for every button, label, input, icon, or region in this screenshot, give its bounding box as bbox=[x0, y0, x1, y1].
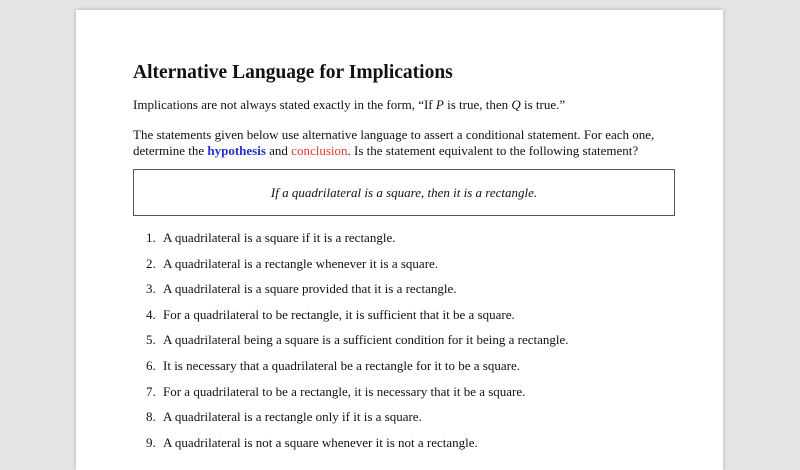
item-text: It is necessary that a quadrilateral be a rectangle for it to be a square. bbox=[163, 357, 520, 373]
item-text: A quadrilateral is a rectangle whenever it is a square. bbox=[163, 255, 439, 271]
item-number: 6. bbox=[146, 357, 156, 373]
item-text: A quadrilateral is a rectangle only if it is a square. bbox=[163, 409, 422, 425]
list-item bbox=[146, 404, 569, 430]
instructions-and: and bbox=[265, 143, 292, 158]
list-item bbox=[146, 327, 569, 353]
instructions-part1: The statements given below use alternative language to assert a conditional statement. For each one, determine the bbox=[133, 127, 655, 158]
statement-list bbox=[146, 225, 569, 455]
item-number: 2. bbox=[146, 255, 156, 271]
list-item bbox=[146, 225, 569, 251]
intro-before-p: Implications are not always stated exactly in the form, “If bbox=[133, 97, 436, 112]
item-number: 3. bbox=[146, 281, 156, 297]
math-p: P bbox=[435, 97, 444, 112]
item-text: A quadrilateral is a square if it is a rectangle. bbox=[163, 230, 396, 245]
item-number: 7. bbox=[146, 383, 156, 399]
item-number: 4. bbox=[146, 306, 156, 322]
intro-middle: is true, then bbox=[443, 97, 512, 112]
page-title: Alternative Language for Implications bbox=[133, 62, 453, 83]
list-item bbox=[146, 430, 569, 456]
conditional-statement: If a quadrilateral is a square, then it is a rectangle. bbox=[270, 184, 538, 200]
intro-text bbox=[133, 97, 565, 113]
hypothesis-term: hypothesis bbox=[207, 143, 266, 158]
instructions-paragraph bbox=[133, 127, 673, 159]
item-text: For a quadrilateral to be a rectangle, it is necessary that it be a square. bbox=[163, 383, 526, 399]
item-text: For a quadrilateral to be rectangle, it is sufficient that it be a square. bbox=[163, 306, 515, 322]
math-q: Q bbox=[511, 97, 521, 112]
list-item bbox=[146, 302, 569, 328]
item-text: A quadrilateral being a square is a sufficient condition for it being a rectangle. bbox=[163, 332, 569, 348]
item-number: 9. bbox=[146, 434, 156, 450]
document-page bbox=[76, 10, 723, 470]
conditional-statement-box bbox=[133, 169, 675, 216]
item-number: 8. bbox=[146, 409, 156, 425]
item-text: A quadrilateral is not a square whenever it is not a rectangle. bbox=[163, 434, 478, 450]
list-item bbox=[146, 353, 569, 379]
list-item bbox=[146, 251, 569, 277]
list-item bbox=[146, 379, 569, 405]
list-item bbox=[146, 276, 569, 302]
item-text: A quadrilateral is a square provided that it is a rectangle. bbox=[163, 281, 457, 297]
instructions-part2: . Is the statement equivalent to the following statement? bbox=[347, 143, 639, 158]
conclusion-term: conclusion bbox=[291, 143, 348, 158]
item-number: 5. bbox=[146, 332, 156, 348]
intro-after-q: is true.” bbox=[520, 97, 566, 112]
item-number: 1. bbox=[146, 230, 156, 245]
